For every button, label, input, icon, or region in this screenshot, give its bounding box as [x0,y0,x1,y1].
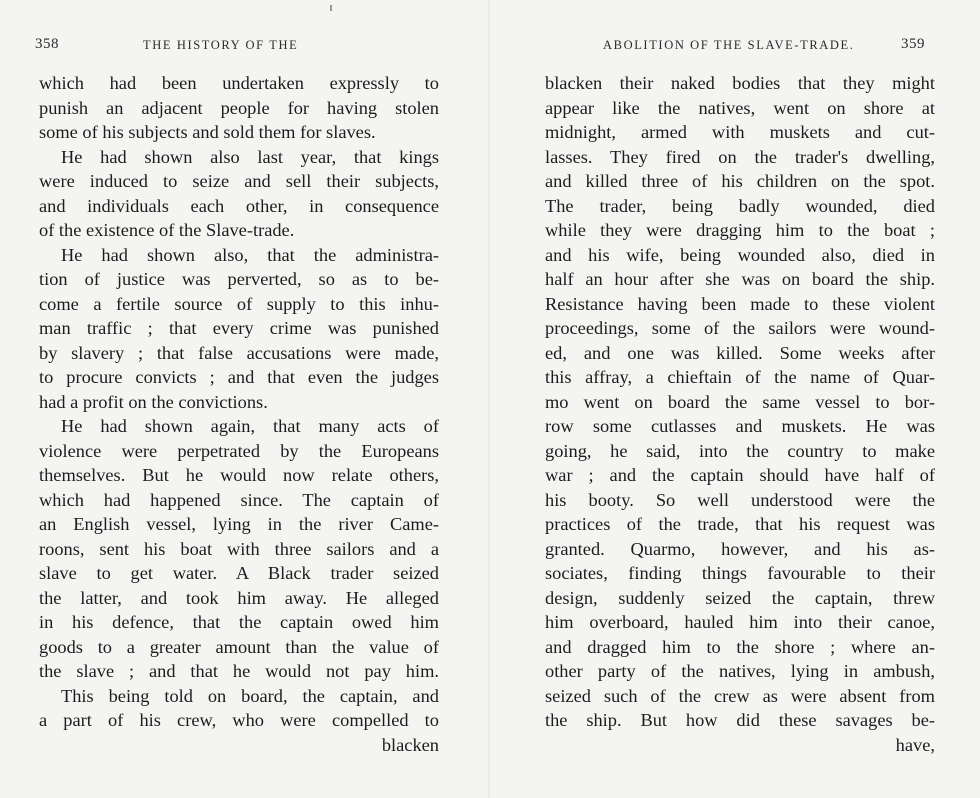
text-line: design, suddenly seized the captain, threw [545,587,935,608]
text-line: blacken their naked bodies that they might [545,73,935,93]
text-line: were induced to seize and sell their subjects, [39,171,439,191]
text-line: granted. Quarmo, however, and his as- [545,538,935,559]
text-line: mo went on board the same vessel to bor- [545,391,935,412]
text-line: sociates, finding things favourable to their [545,563,935,583]
text-line: him overboard, hauled him into their canoe, [545,612,935,632]
right-page-header [603,36,925,56]
text-line: come a fertile source of supply to this inhu- [39,293,439,314]
text-line: of the existence of the Slave-trade. [39,220,295,240]
text-line: to procure convicts ; and that even the judges [39,367,439,387]
text-line: in his defence, that the captain owed him [39,612,439,632]
text-line: half an hour after she was on board the ship. [545,269,935,289]
text-line: midnight, armed with muskets and cut- [545,122,935,142]
right-page-body [545,71,935,757]
text-line: slave to get water. A Black trader seized [39,563,439,583]
text-line: the latter, and took him away. He alleged [39,587,439,608]
catchword: have, [895,734,935,755]
text-line: his booty. So well understood were the [545,489,935,510]
left-page-number: 358 [35,36,59,52]
text-line: which had been undertaken expressly to [39,73,439,93]
left-page-body [39,71,439,757]
text-line: some of his subjects and sold them for slaves. [39,122,376,142]
text-line: man traffic ; that every crime was punished [39,318,439,338]
right-page [490,0,980,798]
text-line: practices of the trade, that his request was [545,514,935,534]
text-line: goods to a greater amount than the value of [39,636,439,657]
text-line: row some cutlasses and muskets. He was [545,416,935,436]
text-line: and dragged him to the shore ; where an- [545,636,935,657]
text-line: He had shown also last year, that kings [61,146,439,167]
text-line: the slave ; and that he would not pay him. [39,661,439,681]
text-line: themselves. But he would now relate others, [39,465,439,485]
text-line: violence were perpetrated by the Europeans [39,440,439,461]
text-line: and his wife, being wounded also, died in [545,244,935,265]
text-line: the ship. But how did these savages be- [545,710,935,730]
right-page-number: 359 [901,36,925,52]
text-line: which had happened since. The captain of [39,489,439,510]
text-line: roons, sent his boat with three sailors and a [39,538,439,559]
right-running-title: ABOLITION OF THE SLAVE-TRADE. [603,38,855,52]
text-line: and individuals each other, in consequence [39,195,439,216]
text-line: tion of justice was perverted, so as to be- [39,269,439,289]
text-line: He had shown again, that many acts of [61,416,439,436]
text-line: Resistance having been made to these violent [545,293,935,314]
text-line: this affray, a chieftain of the name of Quar- [545,367,935,387]
text-line: The trader, being badly wounded, died [545,195,935,216]
text-line: punish an adjacent people for having stolen [39,97,439,118]
left-page-header [35,36,440,56]
text-line: and killed three of his children on the spot. [545,171,935,191]
text-line: This being told on board, the captain, and [61,685,439,706]
text-line: other party of the natives, lying in ambush, [545,661,935,681]
text-line: had a profit on the convictions. [39,391,268,412]
text-line: lasses. They fired on the trader's dwelling, [545,146,935,167]
catchword: blacken [381,734,439,755]
text-line: going, he said, into the country to make [545,440,935,461]
text-line: proceedings, some of the sailors were wound- [545,318,935,338]
text-line: an English vessel, lying in the river Came- [39,514,439,534]
text-line: ed, and one was killed. Some weeks after [545,342,935,363]
text-line: a part of his crew, who were compelled to [39,710,439,730]
text-line: He had shown also, that the administra- [61,244,439,265]
text-line: war ; and the captain should have half of [545,465,935,485]
text-line: seized such of the crew as were absent from [545,685,935,706]
text-line: appear like the natives, went on shore at [545,97,935,118]
text-line: by slavery ; that false accusations were made, [39,342,439,363]
text-line: while they were dragging him to the boat ; [545,220,935,240]
left-running-title: THE HISTORY OF THE [143,38,299,52]
